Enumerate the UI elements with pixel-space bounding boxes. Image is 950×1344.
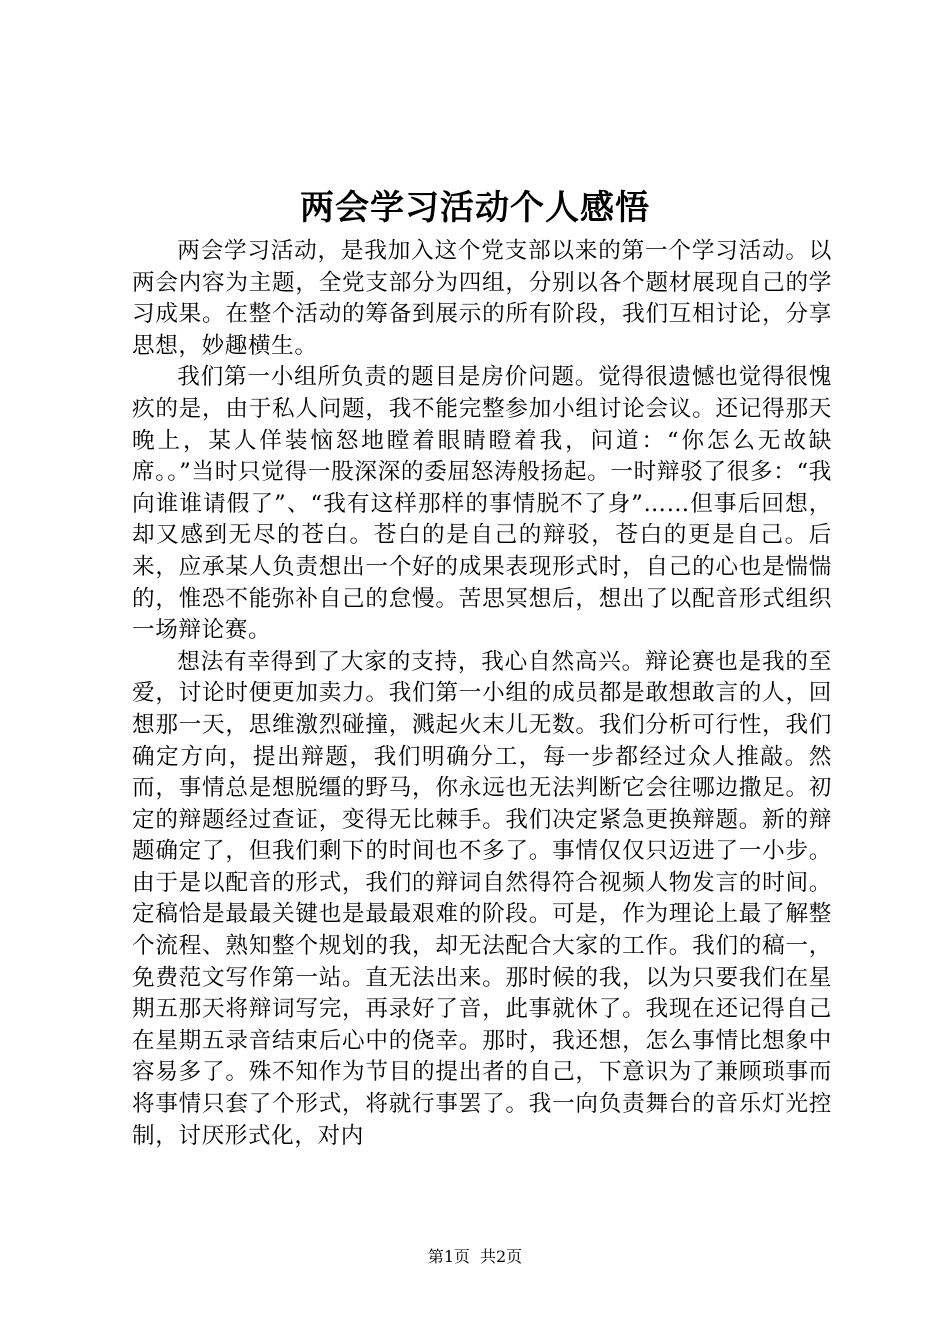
- paragraph-3: 想法有幸得到了大家的支持，我心自然高兴。辩论赛也是我的至爱，讨论时便更加卖力。我们第一小组的成员都是敢想敢言的人，回想那一天，思维激烈碰撞，溅起火末儿无数。我们分析可行性，我们确定方向，提出辩题，我们明确分工，每一步都经过众人推敲。然而，事情总是想脱缰的野马，你永远也无法判断它会往哪边撒足。初定的辩题经过查证，变得无比棘手。我们决定紧急更换辩题。新的辩题确定了，但我们剩下的时间也不多了。事情仅仅只迈进了一小步。由于是以配音的形式，我们的辩词自然得符合视频人物发言的时间。定稿恰是最最关键也是最最艰难的阶段。可是，作为理论上最了解整个流程、熟知整个规划的我，却无法配合大家的工作。我们的稿一，免费范文写作第一站。直无法出来。那时候的我，以为只要我们在星期五那天将辩词写完，再录好了音，此事就休了。我现在还记得自己在星期五录音结束后心中的侥幸。那时，我还想，怎么事情比想象中容易多了。殊不知作为节目的提出者的自己，下意识为了兼顾琐事而将事情只套了个形式，将就行事罢了。我一向负责舞台的音乐灯光控制，讨厌形式化，对内: [132, 648, 832, 1149]
- page-count: 共2页: [480, 1247, 523, 1266]
- document-body: [132, 236, 832, 1152]
- paragraph-1: 两会学习活动，是我加入这个党支部以来的第一个学习活动。以两会内容为主题，全党支部分为四组，分别以各个题材展现自己的学习成果。在整个活动的筹备到展示的所有阶段，我们互相讨论，分享思想，妙趣横生。: [132, 238, 832, 359]
- paragraph-2: 我们第一小组所负责的题目是房价问题。觉得很遗憾也觉得很愧疚的是，由于私人问题，我不能完整参加小组讨论会议。还记得那天晚上，某人佯装恼怒地瞠着眼睛瞪着我，问道：“你怎么无故缺席。。”当时只觉得一股深深的委屈怒涛般扬起。一时辩驳了很多：“我向谁谁请假了”、“我有这样那样的事情脱不了身”……但事后回想，却又感到无尽的苍白。苍白的是自己的辩驳，苍白的更是自己。后来，应承某人负责想出一个好的成果表现形式时，自己的心也是惴惴的，惟恐不能弥补自己的怠慢。苦思冥想后，想出了以配音形式组织一场辩论赛。: [132, 364, 832, 644]
- document-title: 两会学习活动个人感悟: [300, 188, 650, 228]
- page-number: 第1页: [427, 1247, 470, 1266]
- page-footer: [0, 1246, 950, 1268]
